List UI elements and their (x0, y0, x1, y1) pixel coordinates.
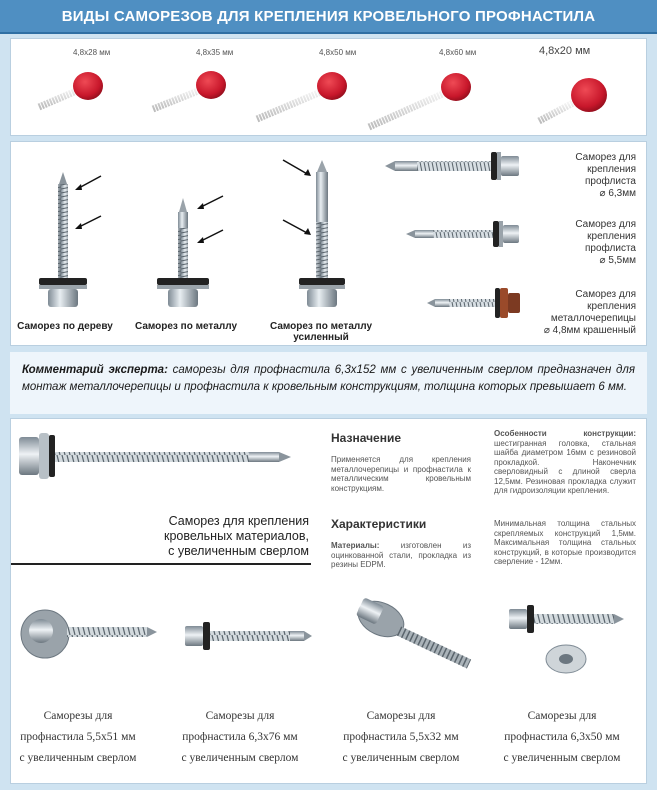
wood-screw-figure (39, 172, 101, 307)
title-underline (11, 563, 311, 565)
screw-types-panel (10, 141, 647, 346)
size-label: 4,8х60 мм (439, 48, 477, 57)
expert-comment (10, 352, 647, 414)
characteristics-heading: Характеристики (331, 517, 427, 531)
reinforced-screw-figure (283, 160, 345, 307)
metal-screw-caption: Саморез по металлу (134, 321, 238, 332)
label-profsheet-6-3: Саморез для крепления профлиста ⌀ 6,3мм (575, 152, 636, 199)
roofing-screw-6-3-figure (385, 152, 519, 180)
caption-6-3x50: Саморезы для профнастила 6,3х50 мм с увеличенным сверлом (503, 710, 621, 764)
expert-comment-text: Комментарий эксперта: саморезы для профнастила 6,3х152 мм с увеличенным сверлом предназначен для монтаж металлочерепицы и профнастила к кровельным конструкциям, толщина которых превышает 6 мм. (22, 364, 635, 393)
red-screw-60 (369, 73, 471, 127)
features-text: Особенности конструкции: шестигранная головка, стальная шайба диаметром 16мм с резиновой прокладкой. Наконечник сверловидный с длиной сверла 12,5мм. Резиновая прокладка служит для гидроизоляции крепления. (494, 429, 636, 495)
purpose-heading: Назначение (331, 431, 402, 445)
label-profsheet-5-5: Саморез для крепления профлиста ⌀ 5,5мм (575, 219, 636, 266)
screw-6-3x76-figure (185, 622, 312, 650)
red-screws-illustration (11, 39, 648, 137)
long-screw-figure (19, 433, 291, 479)
product-panel (10, 418, 647, 784)
screw-6-3x50-figure (509, 605, 624, 673)
metal-screw-figure (157, 196, 223, 307)
caption-5-5x32: Саморезы для профнастила 5,5х32 мм с увеличенным сверлом (342, 710, 460, 764)
caption-5-5x51: Саморезы для профнастила 5,5х51 мм с увеличенным сверлом (19, 710, 137, 764)
red-screw-28 (39, 72, 103, 107)
colored-screws-panel (10, 38, 647, 136)
expert-comment-label: Комментарий эксперта: (22, 364, 168, 376)
product-title: Саморез для крепления кровельных материалов, с увеличенным сверлом (163, 514, 309, 558)
page-title: ВИДЫ САМОРЕЗОВ ДЛЯ КРЕПЛЕНИЯ КРОВЕЛЬНОГО ПРОФНАСТИЛА (0, 0, 657, 34)
caption-6-3x76: Саморезы для профнастила 6,3х76 мм с увеличенным сверлом (181, 710, 299, 764)
red-screw-35 (153, 71, 226, 109)
purpose-text: Применяется для крепления металлочерепицы и профнастила к металлическим кровельным конструкциям. (331, 455, 471, 493)
roofing-screw-4-8-painted-figure (427, 288, 520, 318)
size-label: 4,8х35 мм (196, 48, 234, 57)
wood-screw-caption: Саморез по дереву (17, 321, 113, 332)
roofing-screw-5-5-figure (406, 221, 519, 247)
materials-text: Материалы: изготовлен из оцинкованной стали, прокладка из резины EDPM. (331, 541, 471, 569)
thickness-text: Минимальная толщина стальных скрепляемых конструкций 1,5мм. Максимальная толщина стальных конструкций, в которые производится сверление - 12мм. (494, 519, 636, 566)
screw-5-5x51-figure (21, 610, 157, 658)
size-label: 4,8х50 мм (319, 48, 357, 57)
screw-5-5x32-figure (352, 594, 469, 664)
label-metal-tile-4-8: Саморез для крепления металлочерепицы ⌀ 4,8мм крашенный (543, 289, 636, 336)
reinforced-screw-caption: Саморез по металлу усиленный (269, 321, 373, 343)
red-screw-20 (539, 78, 607, 121)
size-label: 4,8х28 мм (73, 48, 111, 57)
red-screw-50 (257, 72, 347, 119)
size-label: 4,8х20 мм (539, 45, 591, 57)
